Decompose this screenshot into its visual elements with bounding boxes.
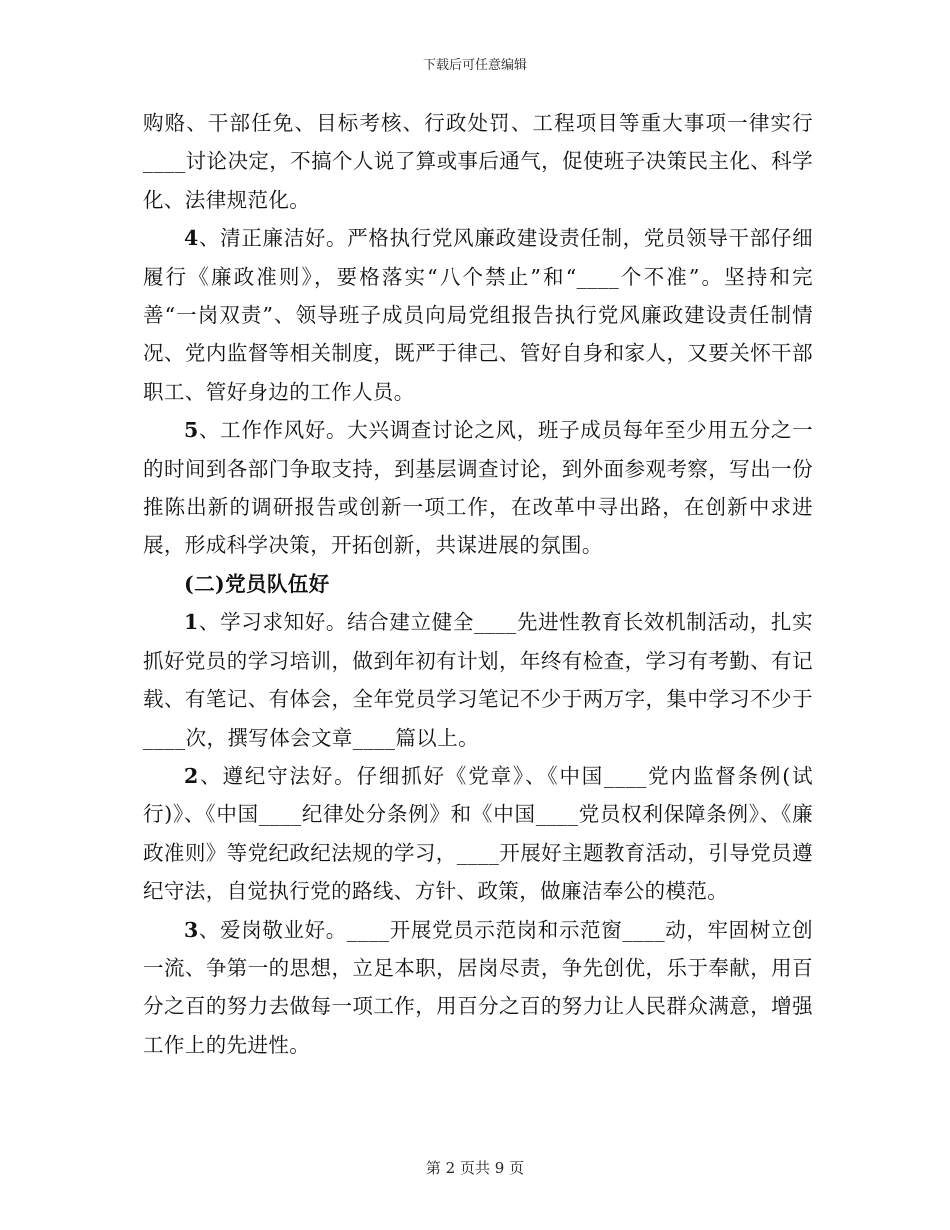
item-number: 2 bbox=[184, 763, 199, 788]
item-number: 5 bbox=[184, 418, 199, 443]
document-body bbox=[143, 104, 813, 1064]
paragraph-text: 、学习求知好。结合建立健全____先进性教育长效机制活动，扎实抓好党员的学习培训，做到年初有计划，年终有检查，学习有考勤、有记载、有笔记、有体会，全年党员学习笔记不少于两万字，集中学习不少于____次，撰写体会文章____篇以上。 bbox=[143, 610, 813, 750]
paragraph-item-4 bbox=[143, 219, 813, 411]
section-heading: (二)党员队伍好 bbox=[184, 571, 330, 596]
paragraph-item-2 bbox=[143, 757, 813, 911]
paragraph-text: 、工作作风好。大兴调查讨论之风，班子成员每年至少用五分之一的时间到各部门争取支持，到基层调查讨论，到外面参观考察，写出一份推陈出新的调研报告或创新一项工作，在改革中寻出路，在创新中求进展，形成科学决策，开拓创新，共谋进展的氛围。 bbox=[143, 418, 813, 558]
item-number: 1 bbox=[184, 610, 199, 635]
paragraph-text: 、遵纪守法好。仔细抓好《党章》、《中国____党内监督条例(试行)》、《中国____纪律处分条例》和《中国____党员权利保障条例》、《廉政准则》等党纪政纪法规的学习，____开展好主题教育活动，引导党员遵纪守法，自觉执行党的路线、方针、政策，做廉洁奉公的模范。 bbox=[143, 763, 813, 904]
paragraph-text: 、爱岗敬业好。____开展党员示范岗和示范窗____动，牢固树立创一流、争第一的思想，立足本职，居岗尽责，争先创优，乐于奉献，用百分之百的努力去做每一项工作，用百分之百的努力让人民群众满意，增强工作上的先进性。 bbox=[143, 917, 813, 1057]
paragraph-item-1 bbox=[143, 603, 813, 757]
paragraph-item-5 bbox=[143, 411, 813, 565]
paragraph-continuation bbox=[143, 104, 813, 219]
paragraph-item-3 bbox=[143, 911, 813, 1065]
paragraph-text: 购赂、干部任免、目标考核、行政处罚、工程项目等重大事项一律实行____讨论决定，不搞个人说了算或事后通气，促使班子决策民主化、科学化、法律规范化。 bbox=[143, 111, 813, 212]
item-number: 3 bbox=[184, 917, 199, 942]
page-header: 下载后可任意编辑 bbox=[422, 58, 527, 73]
paragraph-text: 、清正廉洁好。严格执行党风廉政建设责任制，党员领导干部仔细履行《廉政准则》，要格落实“八个禁止”和“____个不准”。坚持和完善“一岗双责”、领导班子成员向局党组报告执行党风廉政建设责任制情况、党内监督等相关制度，既严于律己、管好自身和家人，又要关怀干部职工、管好身边的工作人员。 bbox=[143, 226, 813, 404]
item-number: 4 bbox=[184, 226, 199, 251]
page-footer: 第 2 页共 9 页 bbox=[425, 1159, 525, 1177]
